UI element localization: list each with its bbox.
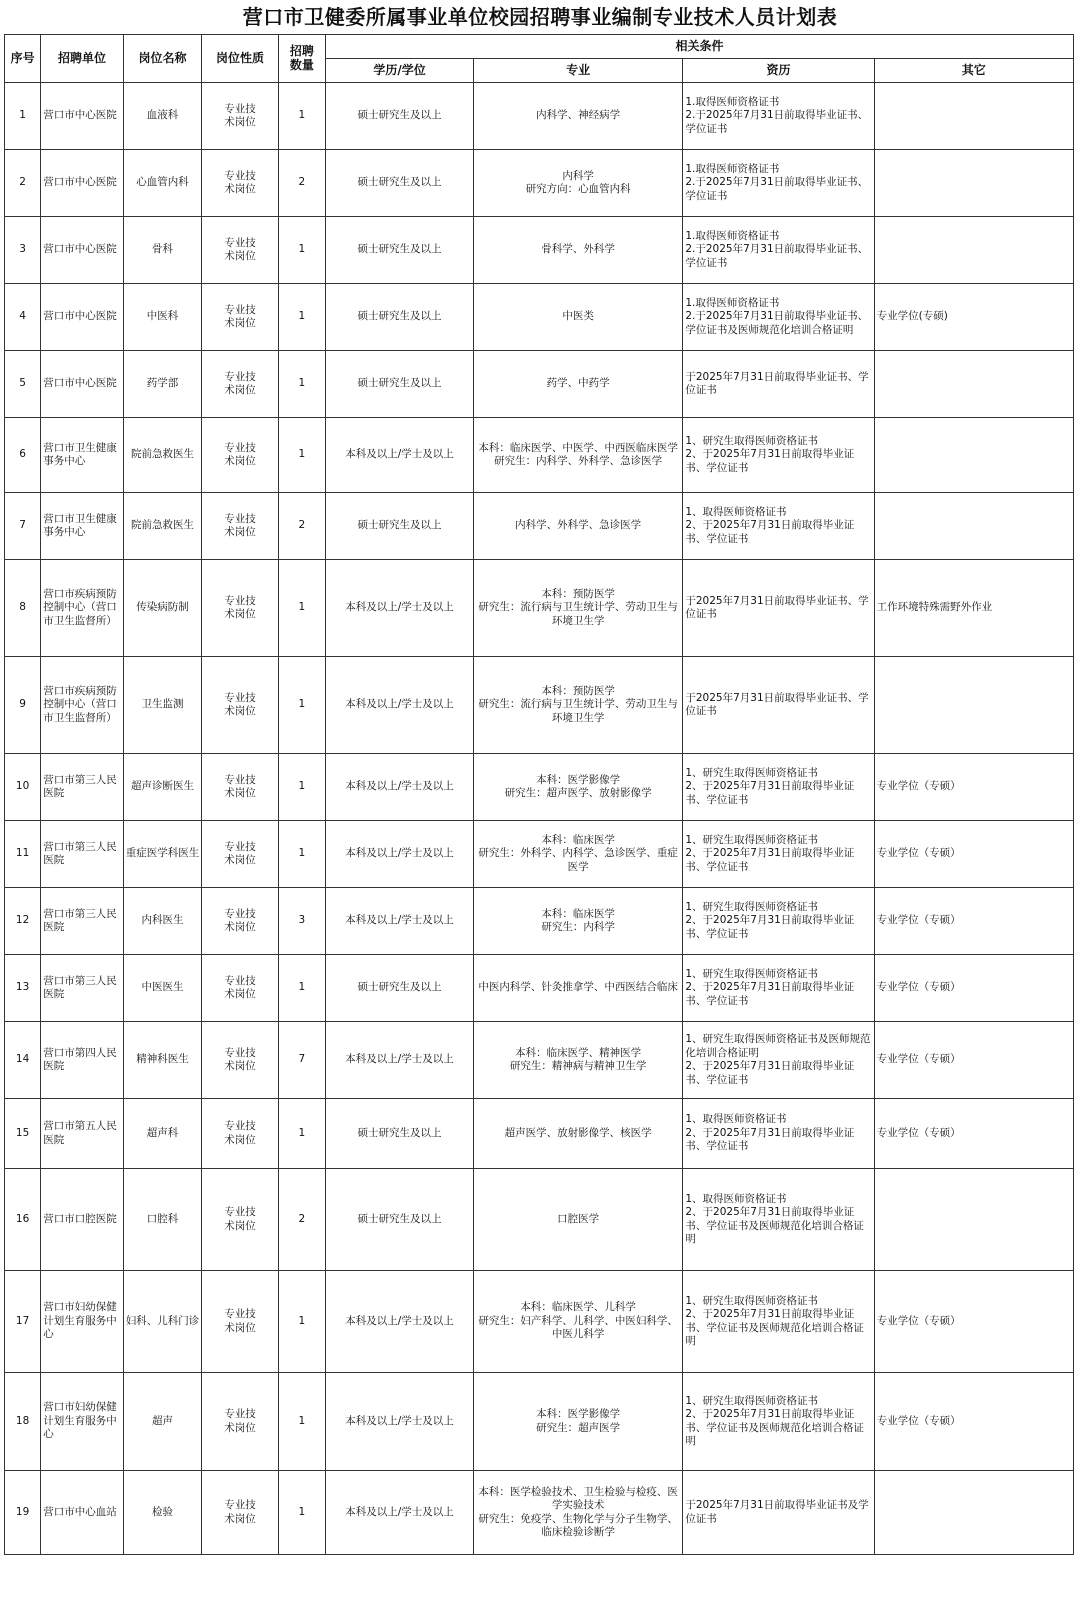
table-row xyxy=(5,1022,1074,1099)
cell-edu: 硕士研究生及以上 xyxy=(326,493,474,560)
header-nature: 岗位性质 xyxy=(202,35,278,83)
cell-count: 1 xyxy=(278,284,325,351)
header-major: 专业 xyxy=(474,59,683,83)
cell-unit: 营口市卫生健康事务中心 xyxy=(41,493,124,560)
cell-exp: 1、取得医师资格证书 2、于2025年7月31日前取得毕业证书、学位证书及医师规范化培训合格证明 xyxy=(683,1169,874,1271)
cell-major: 本科：医学影像学 研究生：超声医学、放射影像学 xyxy=(474,754,683,821)
table-row xyxy=(5,83,1074,150)
header-conditions: 相关条件 xyxy=(326,35,1074,59)
cell-post: 超声科 xyxy=(123,1099,202,1169)
cell-exp: 1.取得医师资格证书 2.于2025年7月31日前取得毕业证书、学位证书 xyxy=(683,217,874,284)
cell-seq: 12 xyxy=(5,888,41,955)
cell-nature: 专业技 术岗位 xyxy=(202,418,278,493)
cell-seq: 6 xyxy=(5,418,41,493)
cell-post: 口腔科 xyxy=(123,1169,202,1271)
cell-unit: 营口市中心医院 xyxy=(41,83,124,150)
header-post: 岗位名称 xyxy=(123,35,202,83)
cell-major: 内科学、神经病学 xyxy=(474,83,683,150)
cell-count: 1 xyxy=(278,217,325,284)
cell-other xyxy=(874,150,1073,217)
cell-post: 药学部 xyxy=(123,351,202,418)
cell-post: 骨科 xyxy=(123,217,202,284)
cell-seq: 15 xyxy=(5,1099,41,1169)
cell-major: 中医内科学、针灸推拿学、中西医结合临床 xyxy=(474,955,683,1022)
cell-unit: 营口市第三人民医院 xyxy=(41,754,124,821)
table-row xyxy=(5,150,1074,217)
cell-unit: 营口市中心血站 xyxy=(41,1471,124,1555)
cell-major: 骨科学、外科学 xyxy=(474,217,683,284)
cell-count: 1 xyxy=(278,1099,325,1169)
cell-exp: 1、研究生取得医师资格证书 2、于2025年7月31日前取得毕业证书、学位证书 xyxy=(683,955,874,1022)
cell-other: 专业学位（专硕） xyxy=(874,1373,1073,1471)
table-row xyxy=(5,560,1074,657)
cell-major: 内科学、外科学、急诊医学 xyxy=(474,493,683,560)
cell-post: 中医医生 xyxy=(123,955,202,1022)
cell-nature: 专业技 术岗位 xyxy=(202,888,278,955)
cell-nature: 专业技 术岗位 xyxy=(202,150,278,217)
cell-count: 1 xyxy=(278,83,325,150)
cell-nature: 专业技 术岗位 xyxy=(202,1022,278,1099)
cell-nature: 专业技 术岗位 xyxy=(202,1099,278,1169)
cell-count: 7 xyxy=(278,1022,325,1099)
cell-exp: 1.取得医师资格证书 2.于2025年7月31日前取得毕业证书、学位证书 xyxy=(683,83,874,150)
cell-count: 1 xyxy=(278,560,325,657)
table-row xyxy=(5,821,1074,888)
cell-other: 专业学位(专硕) xyxy=(874,284,1073,351)
cell-unit: 营口市妇幼保健计划生育服务中心 xyxy=(41,1271,124,1373)
table-row xyxy=(5,1471,1074,1555)
table-row xyxy=(5,1169,1074,1271)
cell-major: 本科：医学检验技术、卫生检验与检疫、医学实验技术 研究生：免疫学、生物化学与分子生物学、临床检验诊断学 xyxy=(474,1471,683,1555)
table-row xyxy=(5,955,1074,1022)
cell-exp: 1、研究生取得医师资格证书 2、于2025年7月31日前取得毕业证书、学位证书及医师规范化培训合格证明 xyxy=(683,1271,874,1373)
cell-seq: 16 xyxy=(5,1169,41,1271)
table-row xyxy=(5,1271,1074,1373)
cell-major: 本科：临床医学 研究生：外科学、内科学、急诊医学、重症医学 xyxy=(474,821,683,888)
cell-edu: 本科及以上/学士及以上 xyxy=(326,560,474,657)
cell-edu: 硕士研究生及以上 xyxy=(326,955,474,1022)
cell-seq: 10 xyxy=(5,754,41,821)
cell-edu: 本科及以上/学士及以上 xyxy=(326,888,474,955)
cell-nature: 专业技 术岗位 xyxy=(202,955,278,1022)
cell-nature: 专业技 术岗位 xyxy=(202,754,278,821)
cell-nature: 专业技 术岗位 xyxy=(202,284,278,351)
cell-count: 1 xyxy=(278,1373,325,1471)
cell-exp: 1.取得医师资格证书 2.于2025年7月31日前取得毕业证书、学位证书 xyxy=(683,150,874,217)
cell-seq: 11 xyxy=(5,821,41,888)
cell-count: 1 xyxy=(278,418,325,493)
cell-other xyxy=(874,493,1073,560)
cell-seq: 7 xyxy=(5,493,41,560)
header-count: 招聘 数量 xyxy=(278,35,325,83)
cell-major: 口腔医学 xyxy=(474,1169,683,1271)
cell-unit: 营口市疾病预防控制中心（营口市卫生监督所） xyxy=(41,560,124,657)
cell-post: 传染病防制 xyxy=(123,560,202,657)
cell-seq: 9 xyxy=(5,657,41,754)
cell-post: 精神科医生 xyxy=(123,1022,202,1099)
header-other: 其它 xyxy=(874,59,1073,83)
cell-exp: 1、研究生取得医师资格证书 2、于2025年7月31日前取得毕业证书、学位证书 xyxy=(683,754,874,821)
cell-exp: 1、研究生取得医师资格证书 2、于2025年7月31日前取得毕业证书、学位证书 xyxy=(683,888,874,955)
cell-edu: 硕士研究生及以上 xyxy=(326,284,474,351)
cell-major: 本科：临床医学 研究生：内科学 xyxy=(474,888,683,955)
cell-post: 检验 xyxy=(123,1471,202,1555)
header-edu: 学历/学位 xyxy=(326,59,474,83)
header-unit: 招聘单位 xyxy=(41,35,124,83)
cell-edu: 硕士研究生及以上 xyxy=(326,351,474,418)
cell-post: 重症医学科医生 xyxy=(123,821,202,888)
table-row xyxy=(5,217,1074,284)
cell-exp: 于2025年7月31日前取得毕业证书、学位证书 xyxy=(683,560,874,657)
cell-unit: 营口市口腔医院 xyxy=(41,1169,124,1271)
cell-post: 妇科、儿科门诊 xyxy=(123,1271,202,1373)
cell-edu: 本科及以上/学士及以上 xyxy=(326,1373,474,1471)
cell-seq: 5 xyxy=(5,351,41,418)
cell-other xyxy=(874,418,1073,493)
table-row xyxy=(5,1099,1074,1169)
cell-unit: 营口市第四人民医院 xyxy=(41,1022,124,1099)
cell-post: 院前急救医生 xyxy=(123,493,202,560)
table-row xyxy=(5,418,1074,493)
cell-major: 本科：临床医学、儿科学 研究生：妇产科学、儿科学、中医妇科学、中医儿科学 xyxy=(474,1271,683,1373)
cell-count: 1 xyxy=(278,821,325,888)
cell-other xyxy=(874,657,1073,754)
cell-other: 专业学位（专硕） xyxy=(874,821,1073,888)
cell-other: 专业学位（专硕） xyxy=(874,754,1073,821)
table-row xyxy=(5,888,1074,955)
cell-count: 3 xyxy=(278,888,325,955)
cell-edu: 本科及以上/学士及以上 xyxy=(326,1022,474,1099)
cell-nature: 专业技 术岗位 xyxy=(202,560,278,657)
cell-exp: 于2025年7月31日前取得毕业证书、学位证书 xyxy=(683,351,874,418)
cell-post: 超声 xyxy=(123,1373,202,1471)
cell-other: 工作环境特殊需野外作业 xyxy=(874,560,1073,657)
cell-nature: 专业技 术岗位 xyxy=(202,217,278,284)
cell-seq: 8 xyxy=(5,560,41,657)
cell-edu: 本科及以上/学士及以上 xyxy=(326,1471,474,1555)
cell-seq: 3 xyxy=(5,217,41,284)
cell-unit: 营口市第三人民医院 xyxy=(41,955,124,1022)
cell-post: 卫生监测 xyxy=(123,657,202,754)
cell-count: 1 xyxy=(278,351,325,418)
cell-nature: 专业技 术岗位 xyxy=(202,657,278,754)
cell-other xyxy=(874,1169,1073,1271)
cell-unit: 营口市中心医院 xyxy=(41,284,124,351)
cell-exp: 1、研究生取得医师资格证书 2、于2025年7月31日前取得毕业证书、学位证书及医师规范化培训合格证明 xyxy=(683,1373,874,1471)
cell-edu: 硕士研究生及以上 xyxy=(326,1169,474,1271)
header-seq: 序号 xyxy=(5,35,41,83)
cell-post: 院前急救医生 xyxy=(123,418,202,493)
page-title: 营口市卫健委所属事业单位校园招聘事业编制专业技术人员计划表 xyxy=(242,5,838,29)
cell-unit: 营口市中心医院 xyxy=(41,217,124,284)
cell-seq: 17 xyxy=(5,1271,41,1373)
cell-count: 1 xyxy=(278,1471,325,1555)
cell-count: 2 xyxy=(278,150,325,217)
cell-major: 内科学 研究方向：心血管内科 xyxy=(474,150,683,217)
cell-seq: 2 xyxy=(5,150,41,217)
cell-nature: 专业技 术岗位 xyxy=(202,1271,278,1373)
cell-major: 本科：医学影像学 研究生：超声医学 xyxy=(474,1373,683,1471)
cell-edu: 硕士研究生及以上 xyxy=(326,1099,474,1169)
table-row xyxy=(5,657,1074,754)
cell-major: 药学、中药学 xyxy=(474,351,683,418)
cell-nature: 专业技 术岗位 xyxy=(202,1471,278,1555)
cell-exp: 于2025年7月31日前取得毕业证书、学位证书 xyxy=(683,657,874,754)
cell-nature: 专业技 术岗位 xyxy=(202,493,278,560)
cell-edu: 本科及以上/学士及以上 xyxy=(326,657,474,754)
cell-other xyxy=(874,83,1073,150)
cell-other: 专业学位（专硕） xyxy=(874,955,1073,1022)
cell-major: 本科：临床医学、中医学、中西医临床医学 研究生：内科学、外科学、急诊医学 xyxy=(474,418,683,493)
cell-post: 中医科 xyxy=(123,284,202,351)
cell-major: 中医类 xyxy=(474,284,683,351)
cell-count: 1 xyxy=(278,1271,325,1373)
cell-edu: 硕士研究生及以上 xyxy=(326,83,474,150)
recruitment-table xyxy=(4,34,1074,1555)
cell-seq: 14 xyxy=(5,1022,41,1099)
cell-seq: 4 xyxy=(5,284,41,351)
cell-nature: 专业技 术岗位 xyxy=(202,821,278,888)
cell-count: 1 xyxy=(278,657,325,754)
cell-exp: 1、研究生取得医师资格证书 2、于2025年7月31日前取得毕业证书、学位证书 xyxy=(683,821,874,888)
cell-post: 内科医生 xyxy=(123,888,202,955)
cell-post: 血液科 xyxy=(123,83,202,150)
cell-major: 本科：预防医学 研究生：流行病与卫生统计学、劳动卫生与环境卫生学 xyxy=(474,560,683,657)
cell-exp: 1、研究生取得医师资格证书 2、于2025年7月31日前取得毕业证书、学位证书 xyxy=(683,418,874,493)
cell-unit: 营口市第三人民医院 xyxy=(41,888,124,955)
cell-other: 专业学位（专硕） xyxy=(874,888,1073,955)
cell-unit: 营口市第三人民医院 xyxy=(41,821,124,888)
cell-other xyxy=(874,351,1073,418)
cell-unit: 营口市中心医院 xyxy=(41,150,124,217)
cell-count: 2 xyxy=(278,493,325,560)
table-body xyxy=(5,83,1074,1555)
cell-count: 1 xyxy=(278,955,325,1022)
cell-edu: 硕士研究生及以上 xyxy=(326,150,474,217)
cell-exp: 1、取得医师资格证书 2、于2025年7月31日前取得毕业证书、学位证书 xyxy=(683,493,874,560)
cell-nature: 专业技 术岗位 xyxy=(202,351,278,418)
cell-edu: 本科及以上/学士及以上 xyxy=(326,1271,474,1373)
cell-nature: 专业技 术岗位 xyxy=(202,1373,278,1471)
table-row xyxy=(5,754,1074,821)
cell-seq: 1 xyxy=(5,83,41,150)
cell-post: 超声诊断医生 xyxy=(123,754,202,821)
cell-unit: 营口市疾病预防控制中心（营口市卫生监督所） xyxy=(41,657,124,754)
cell-unit: 营口市中心医院 xyxy=(41,351,124,418)
cell-other xyxy=(874,217,1073,284)
cell-exp: 于2025年7月31日前取得毕业证书及学位证书 xyxy=(683,1471,874,1555)
cell-nature: 专业技 术岗位 xyxy=(202,1169,278,1271)
cell-other xyxy=(874,1471,1073,1555)
cell-edu: 硕士研究生及以上 xyxy=(326,217,474,284)
cell-edu: 本科及以上/学士及以上 xyxy=(326,418,474,493)
cell-other: 专业学位（专硕） xyxy=(874,1099,1073,1169)
cell-other: 专业学位（专硕） xyxy=(874,1022,1073,1099)
table-row xyxy=(5,284,1074,351)
cell-seq: 13 xyxy=(5,955,41,1022)
cell-edu: 本科及以上/学士及以上 xyxy=(326,754,474,821)
cell-nature: 专业技 术岗位 xyxy=(202,83,278,150)
cell-major: 本科：预防医学 研究生：流行病与卫生统计学、劳动卫生与环境卫生学 xyxy=(474,657,683,754)
cell-post: 心血管内科 xyxy=(123,150,202,217)
cell-exp: 1、研究生取得医师资格证书及医师规范化培训合格证明 2、于2025年7月31日前取得毕业证书、学位证书 xyxy=(683,1022,874,1099)
cell-major: 本科：临床医学、精神医学 研究生：精神病与精神卫生学 xyxy=(474,1022,683,1099)
cell-count: 1 xyxy=(278,754,325,821)
cell-unit: 营口市第五人民医院 xyxy=(41,1099,124,1169)
cell-seq: 18 xyxy=(5,1373,41,1471)
cell-edu: 本科及以上/学士及以上 xyxy=(326,821,474,888)
cell-seq: 19 xyxy=(5,1471,41,1555)
cell-exp: 1、取得医师资格证书 2、于2025年7月31日前取得毕业证书、学位证书 xyxy=(683,1099,874,1169)
table-row xyxy=(5,493,1074,560)
cell-unit: 营口市卫生健康事务中心 xyxy=(41,418,124,493)
cell-exp: 1.取得医师资格证书 2.于2025年7月31日前取得毕业证书、学位证书及医师规范化培训合格证明 xyxy=(683,284,874,351)
cell-unit: 营口市妇幼保健计划生育服务中心 xyxy=(41,1373,124,1471)
cell-count: 2 xyxy=(278,1169,325,1271)
cell-other: 专业学位（专硕） xyxy=(874,1271,1073,1373)
table-row xyxy=(5,351,1074,418)
header-exp: 资历 xyxy=(683,59,874,83)
table-row xyxy=(5,1373,1074,1471)
cell-major: 超声医学、放射影像学、核医学 xyxy=(474,1099,683,1169)
